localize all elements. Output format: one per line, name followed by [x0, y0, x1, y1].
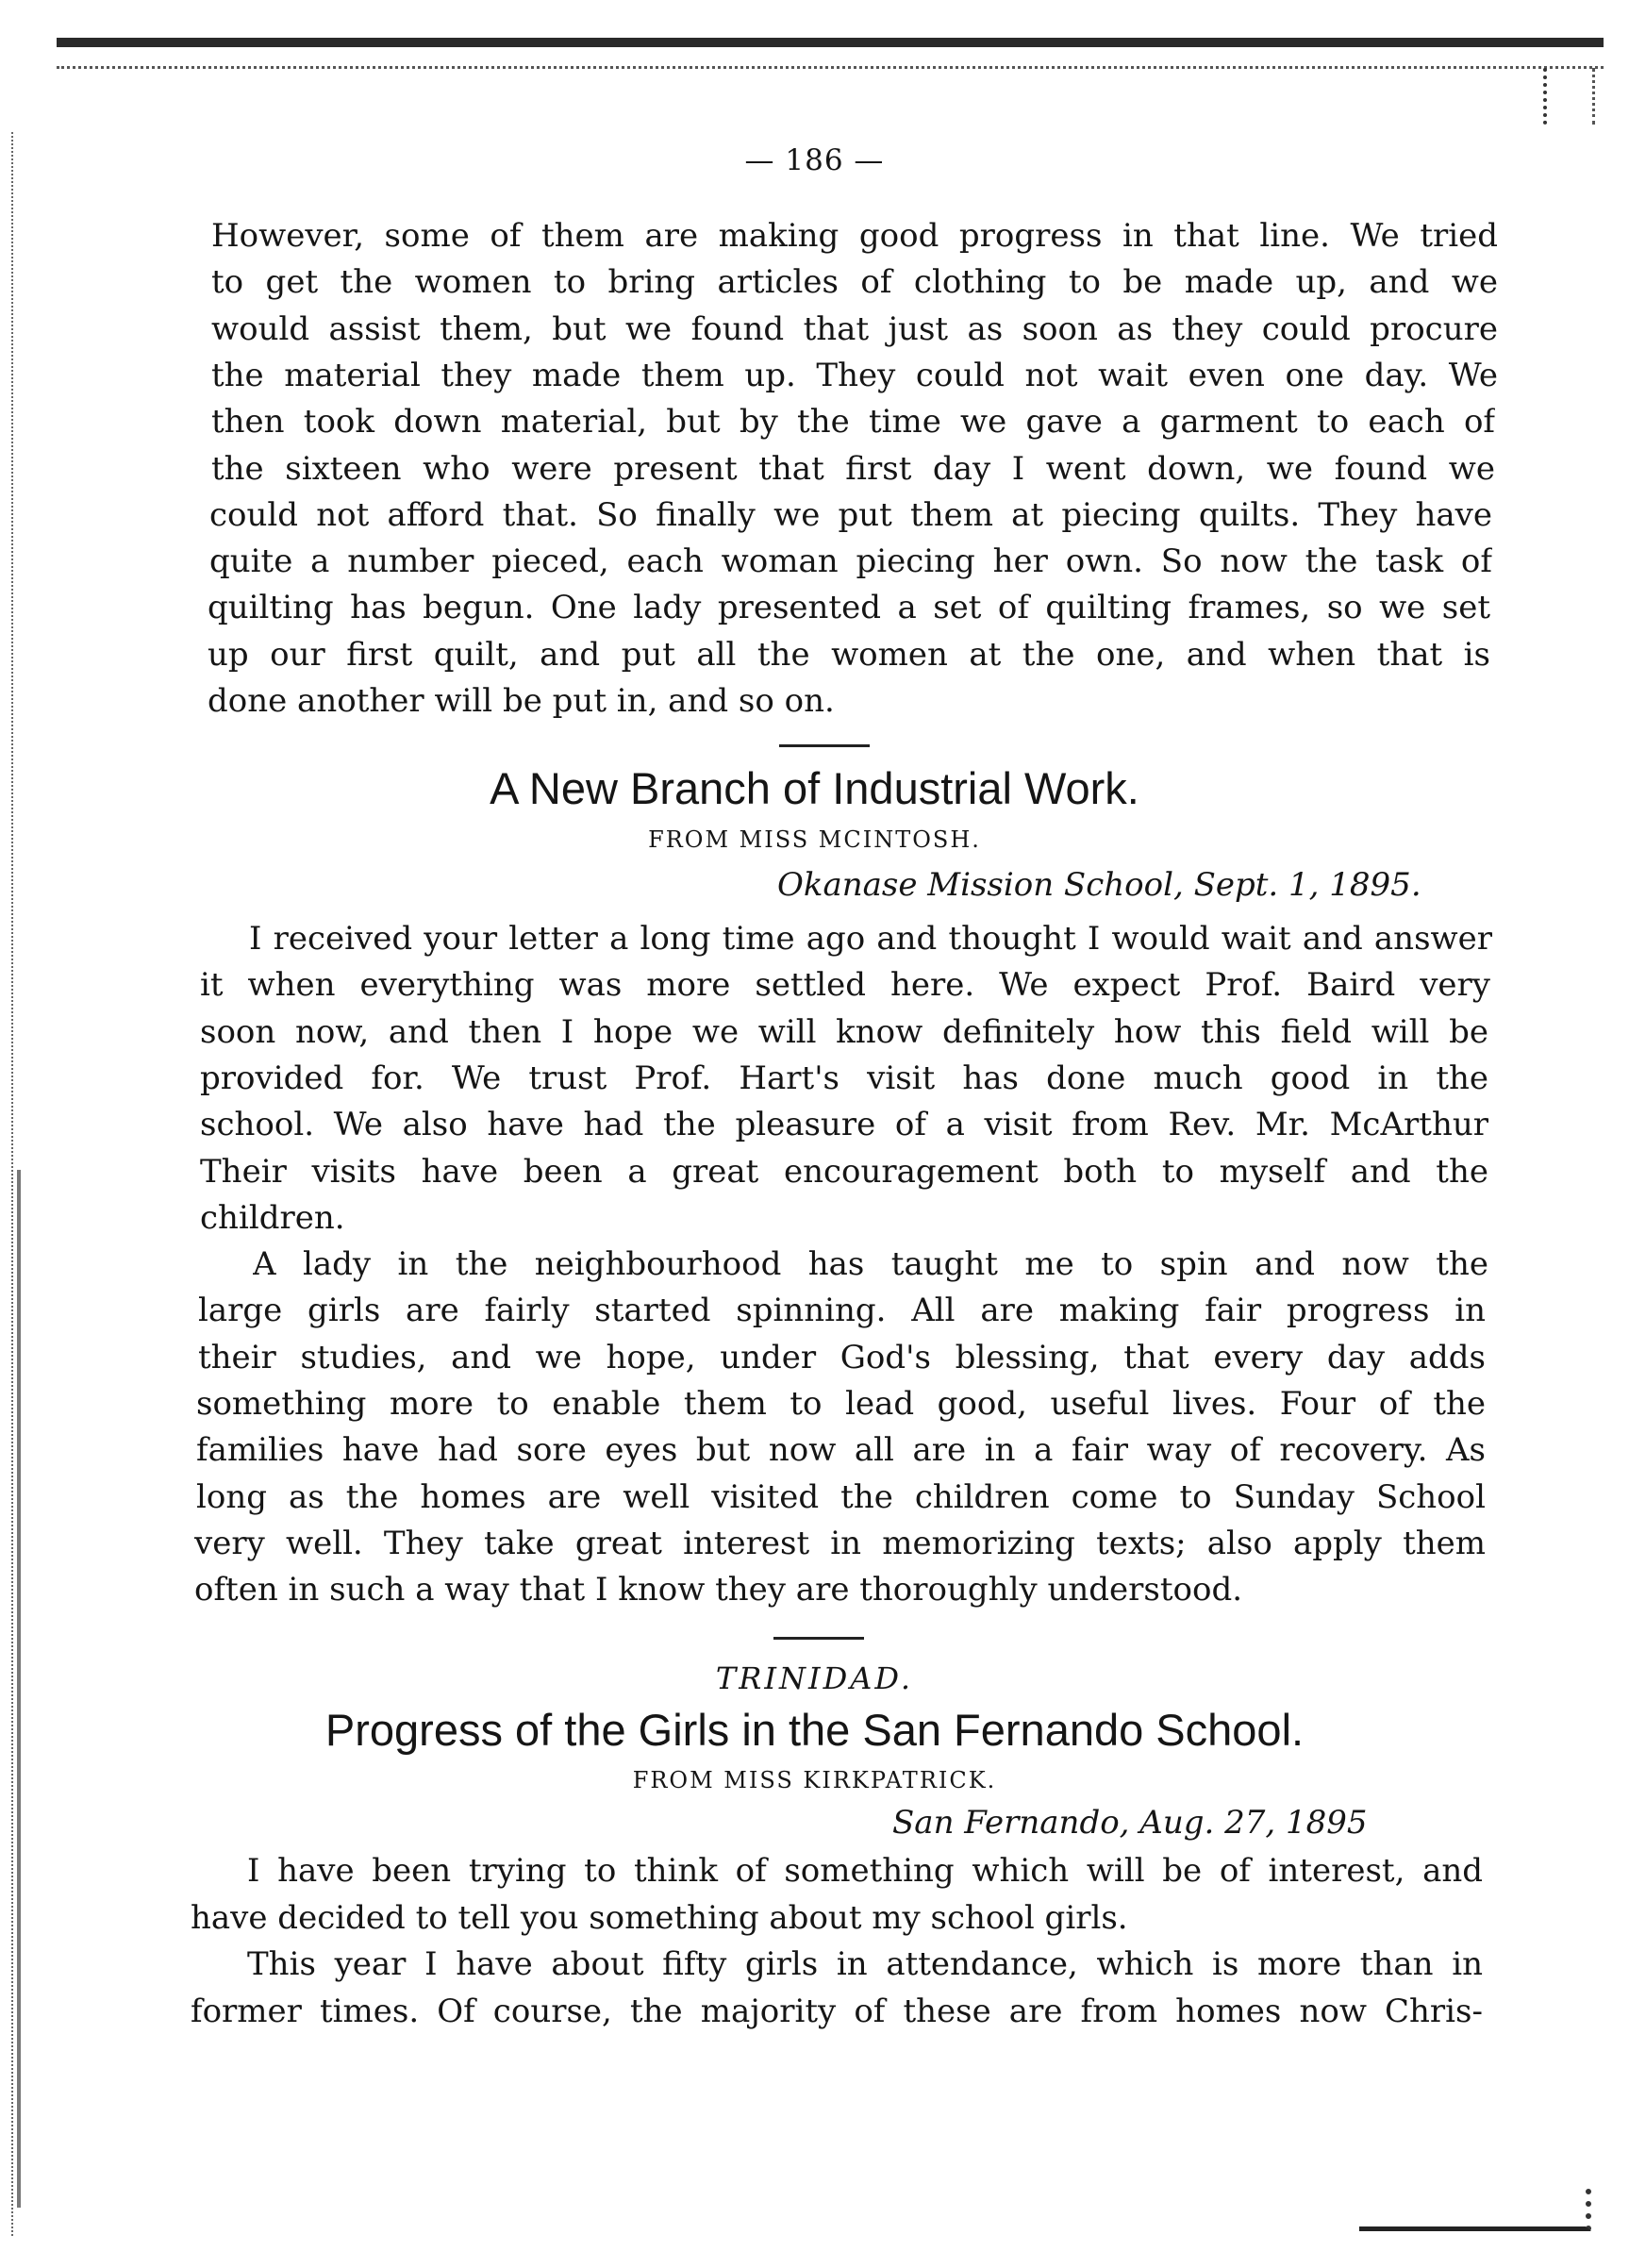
text-line: to get the women to bring articles of clothing to be made up, and we [211, 263, 1498, 302]
text-line: the material they made them up. They could not wait even one day. We [211, 356, 1498, 394]
article-dateline: San Fernando, Aug. 27, 1895 [892, 1804, 1368, 1842]
page-number: — 186 — [744, 143, 885, 177]
text-line: up our first quilt, and put all the women at the one, and when that is [208, 635, 1490, 674]
text-line: long as the homes are well visited the children come to Sunday School [196, 1477, 1486, 1516]
text-line: often in such a way that I know they are thoroughly understood. [194, 1571, 1243, 1609]
text-line: school. We also have had the pleasure of a visit from Rev. Mr. McArthur [200, 1106, 1488, 1144]
text-line: it when everything was more settled here. We expect Prof. Baird very [200, 966, 1490, 1005]
article-byline: FROM MISS MCINTOSH. [648, 826, 981, 853]
text-line: the sixteen who were present that first day I went down, we found we [211, 449, 1495, 488]
text-line: quite a number pieced, each woman piecing her own. So now the task of [209, 542, 1492, 581]
text-line: provided for. We trust Prof. Hart's visit has done much good in the [200, 1059, 1488, 1097]
text-line: A lady in the neighbourhood has taught me to spin and now the [253, 1245, 1488, 1284]
text-line: Their visits have been a great encouragement both to myself and the [200, 1152, 1488, 1191]
text-line: former times. Of course, the majority of these are from homes now Chris- [191, 1992, 1483, 2030]
section-country: TRINIDAD. [715, 1660, 914, 1696]
text-line: something more to enable them to lead good, useful lives. Four of the [196, 1385, 1486, 1423]
article-title: A New Branch of Industrial Work. [490, 763, 1139, 813]
text-line: soon now, and then I hope we will know definitely how this field will be [200, 1012, 1488, 1051]
text-line: quilting has begun. One lady presented a set of quilting frames, so we set [208, 589, 1490, 627]
text-line: However, some of them are making good progress in that line. We tried [211, 217, 1498, 255]
text-line: children. [200, 1198, 345, 1237]
article-dateline: Okanase Mission School, Sept. 1, 1895. [777, 866, 1421, 904]
text-line: I received your letter a long time ago and thought I would wait and answer [249, 920, 1492, 958]
text-line: families have had sore eyes but now all are in a fair way of recovery. As [196, 1431, 1486, 1470]
text-line: very well. They take great interest in memorizing texts; also apply them [194, 1524, 1486, 1562]
text-line: I have been trying to think of something which will be of interest, and [247, 1852, 1483, 1890]
text-line: could not afford that. So finally we put them at piecing quilts. They have [209, 495, 1492, 534]
article-byline: FROM MISS KIRKPATRICK. [632, 1767, 997, 1793]
text-line: then took down material, but by the time we gave a garment to each of [211, 403, 1495, 442]
article-title: Progress of the Girls in the San Fernando School. [324, 1705, 1305, 1755]
text-line: This year I have about fifty girls in attendance, which is more than in [247, 1945, 1483, 1983]
text-line: their studies, and we hope, under God's blessing, that every day adds [198, 1338, 1486, 1376]
text-line: would assist them, but we found that just as soon as they could procure [211, 309, 1498, 348]
text-line: have decided to tell you something about my school girls. [191, 1898, 1128, 1937]
text-line: done another will be put in, and so on. [208, 682, 835, 720]
text-line: large girls are fairly started spinning. All are making fair progress in [198, 1292, 1486, 1330]
